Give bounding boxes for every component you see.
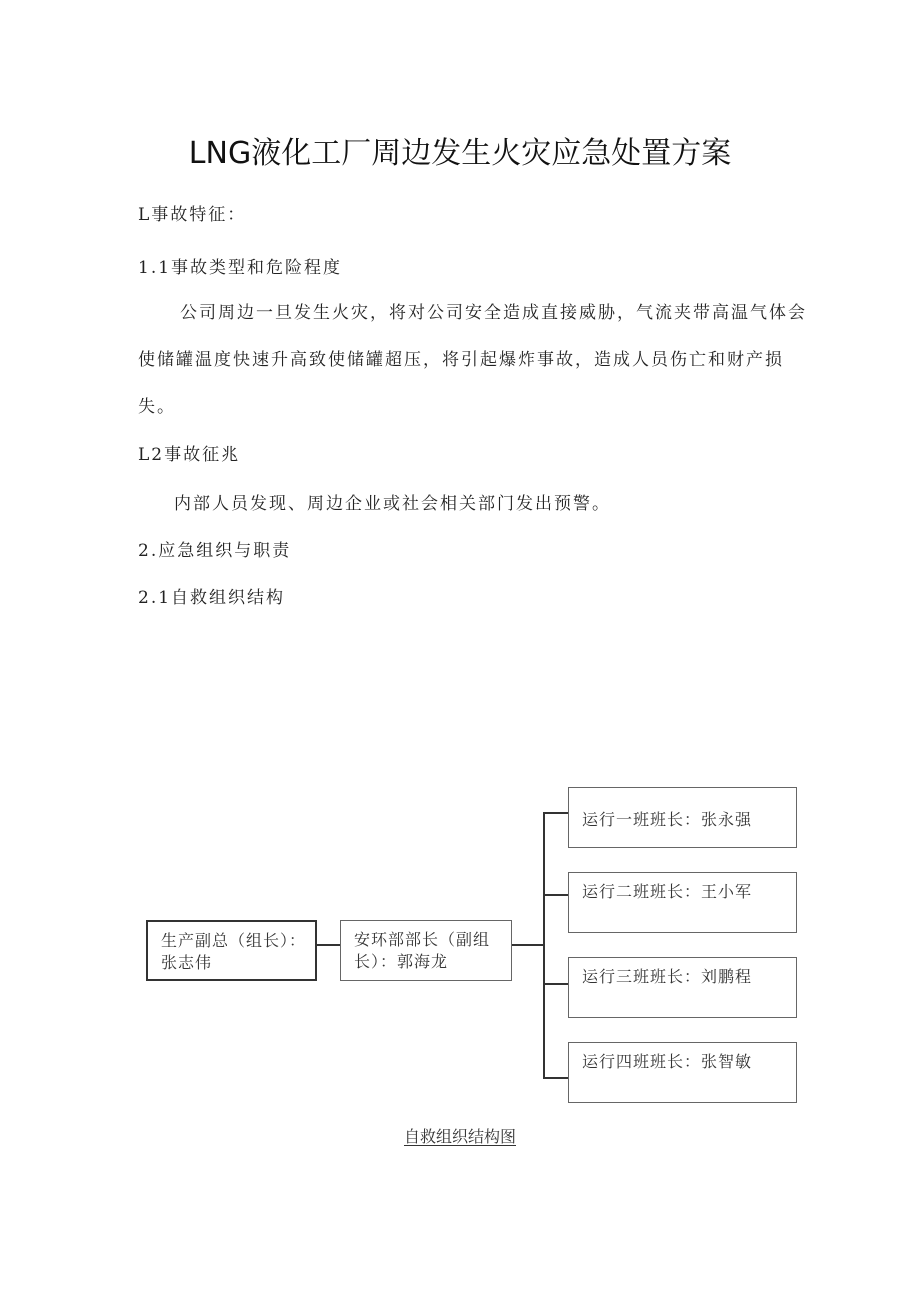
- section-1-1-paragraph: 公司周边一旦发生火灾，将对公司安全造成直接威胁，气流夹带高温气体会使储罐温度快速升高致使储罐超压，将引起爆炸事故，造成人员伤亡和财产损失。: [138, 303, 807, 417]
- org-leader-line2: 张志伟: [161, 953, 213, 972]
- section-1-heading: L事故特征：: [138, 205, 247, 225]
- org-connector-team-1: [543, 812, 569, 814]
- section-1-1-heading: 1.1事故类型和危险程度: [138, 258, 343, 278]
- org-chart-caption: [0, 1124, 920, 1147]
- org-box-leader: [146, 920, 317, 981]
- org-team-2-label: 运行二班班长：王小军: [582, 882, 753, 901]
- section-1-2-paragraph: 内部人员发现、周边企业或社会相关部门发出预警。: [174, 494, 611, 514]
- org-connector-team-3: [543, 983, 569, 985]
- org-connector-team-2: [543, 894, 569, 896]
- org-box-deputy: [340, 920, 512, 981]
- org-team-1-label: 运行一班班长：张永强: [582, 810, 753, 829]
- page-title: LNG液化工厂周边发生火灾应急处置方案: [188, 136, 732, 171]
- org-connector-spine: [543, 812, 545, 1078]
- org-connector-leader-deputy: [317, 944, 341, 946]
- org-box-team-1: [568, 787, 797, 848]
- org-deputy-line2: 长）：郭海龙: [354, 952, 449, 971]
- org-team-4-label: 运行四班班长：张智敏: [582, 1052, 753, 1071]
- org-team-3-label: 运行三班班长：刘鹏程: [582, 967, 753, 986]
- org-box-team-2: [568, 872, 797, 933]
- org-deputy-line1: 安环部部长（副组: [354, 930, 491, 949]
- org-connector-deputy-spine: [512, 944, 545, 946]
- org-box-team-4: [568, 1042, 797, 1103]
- org-chart-caption-text: 自救组织结构图: [403, 1127, 516, 1146]
- section-2-heading: 2.应急组织与职责: [138, 541, 292, 561]
- org-leader-line1: 生产副总（组长）：: [161, 931, 307, 950]
- section-1-2-heading: L2事故征兆: [138, 445, 241, 465]
- org-connector-team-4: [543, 1077, 569, 1079]
- org-box-team-3: [568, 957, 797, 1018]
- section-2-1-heading: 2.1自救组织结构: [138, 588, 286, 608]
